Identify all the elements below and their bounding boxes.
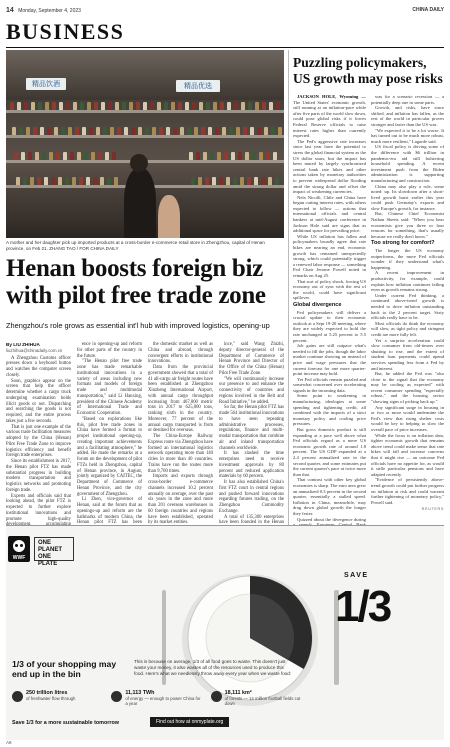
photo-bottle bbox=[219, 177, 223, 185]
paragraph: was for a scenario recession — a potentially deep one in some parts. bbox=[371, 94, 444, 105]
paragraph: Fed policymakers will deliver a crucial update to their economic outlook at a Sept 19-20 meeting, where they are widely expected to hold the rate unchanged at 5.25 percent to 5.5 percent. bbox=[293, 309, 366, 343]
paragraph: Job gains are still outpace what's needed to fill the jobs, though the labor market continue showing an instead of price and wage pressures that the current forecast for one more quarter-point increase may hold. bbox=[293, 343, 366, 377]
photo-bottle bbox=[107, 177, 111, 185]
photo-bottle bbox=[275, 177, 279, 185]
photo-bottle bbox=[23, 177, 27, 185]
photo-bottle bbox=[262, 102, 266, 110]
stat-value: 250 trillion litres bbox=[26, 690, 68, 696]
photo-bottle bbox=[47, 127, 51, 135]
photo-bottle bbox=[194, 127, 198, 135]
page-number: 14 bbox=[6, 6, 14, 14]
photo-bottle bbox=[122, 102, 126, 110]
photo-bottle bbox=[213, 102, 217, 110]
photo-bottle bbox=[108, 102, 112, 110]
paragraph: Quizzed about the divergence during bbox=[297, 516, 366, 522]
paragraph: Experts and officials said that looking ahead, the pilot FTZ is expected to further explore institutional innovations and promote high-quality bbox=[6, 493, 71, 522]
paragraph: Growth, and risks, have since shifted, and inflation has fallen, as the rest of the world in particular proves stronger and faster than the US was. bbox=[371, 105, 444, 127]
paragraph: That sort of policy shock, forcing US economy out of sync with the rest of the world, could have significant spillover. bbox=[293, 278, 366, 301]
photo-bottle bbox=[259, 152, 263, 160]
photo-bottle bbox=[66, 102, 70, 110]
panda-eye-icon bbox=[20, 544, 23, 547]
photo-bottle bbox=[227, 102, 231, 110]
paragraph: "Based on explorations like this, pilot free trade zones in China have formed a format to propel institutional opening-up, creating important achievements and a facilitating atmosphere," he added. He made the remarks at a forum on the development of pilot FTZs held in Zhengzhou, capital of Henan province, in August, jointly organized by CAITEC, the Department of Commerce of Henan Province, and the city government of Zhengzhou. bbox=[77, 416, 142, 497]
main-headline: Henan boosts foreign biz with pilot free trade zone bbox=[6, 255, 266, 309]
photo-bottle bbox=[110, 127, 114, 135]
section-title: BUSINESS bbox=[6, 19, 125, 44]
photo-bottle bbox=[10, 102, 14, 110]
photo-bottle bbox=[273, 152, 277, 160]
photo-bottle bbox=[96, 127, 100, 135]
story-column bbox=[77, 342, 142, 526]
photo-bottle bbox=[243, 127, 247, 135]
photo-bottle bbox=[252, 152, 256, 160]
page-folio bbox=[6, 5, 444, 15]
photo-bottle bbox=[136, 102, 140, 110]
photo-bottle bbox=[87, 102, 91, 110]
photo-bottle bbox=[238, 152, 242, 160]
photo-sign: 精品饮酒 bbox=[26, 78, 66, 90]
photo-bottle bbox=[222, 127, 226, 135]
tree-icon bbox=[211, 691, 222, 702]
ad-stats bbox=[12, 690, 302, 706]
paragraph: Imports and exports through cross-border e-commerce channels increased 10.2 percent annually on average, over the past six years in the zone and more than 201 overseas warehouses in 60 foreign countries and regions have been established, operated by its market entities. bbox=[148, 474, 213, 526]
photo-bottle bbox=[101, 102, 105, 110]
ad-link[interactable]: Find out how at onmyplate.org bbox=[150, 717, 229, 727]
ad-headline: 1/3 of your shopping may end up in the bin bbox=[12, 659, 117, 679]
panda-eye-icon bbox=[15, 544, 18, 547]
page-code: A8 bbox=[6, 740, 12, 745]
photo-bottle bbox=[112, 152, 116, 160]
wwf-logo bbox=[8, 536, 30, 562]
photo-bottle bbox=[26, 127, 30, 135]
paragraph: But gross domestic product is still expanding at a pace well above what Fed officials regard as a mere US economic growth rate of around 1.8 percent. The US GDP expanded at a 2.4 percent annualized rate in the second quarter, and some estimates put the current quarter's pace at twice more than that. bbox=[293, 427, 366, 477]
photo-bottle bbox=[129, 102, 133, 110]
photo-bottle bbox=[152, 127, 156, 135]
paragraph: But, he added the Fed was "also close to the signal that the economy may be cooling as expected" with recent consumer spending "especially robust," and the housing sector "showing signs of picking back up." bbox=[371, 371, 444, 405]
column-divider bbox=[288, 50, 289, 560]
photo-bottle bbox=[77, 152, 81, 160]
photo-bottle bbox=[201, 127, 205, 135]
paragraph: "The Henan pilot free trade zone has made remarkable institutional innovations in a variety of areas including new formats and models of foreign trade and multimodal transportation," said Li Hanxing, president of the Chinese Academy of International Trade and Economic Cooperation. bbox=[77, 359, 142, 416]
paragraph: Nela Nicolli, Chile and China have begun cutting interest rates, with others expected to follow — actions that international officials and central bankers at mid-August conference in Jackson Hole said are signs that as additional space for prevailing price. bbox=[293, 194, 366, 234]
photo-bottle bbox=[51, 177, 55, 185]
issue-date: Monday, September 4, 2023 bbox=[18, 7, 81, 14]
paragraph: While the focus is on inflation data, tighter economic growth that remains above trend could make sense that rate hikes will fall and increase concerns that it might rise — an outcome Fed officials have no appetite for, as would it stifle particular pensions and have adapted recently. bbox=[371, 432, 444, 477]
photo-bottle bbox=[212, 177, 216, 185]
subheading: Global divergence bbox=[293, 301, 342, 308]
photo-bottle bbox=[82, 127, 86, 135]
photo-bottle bbox=[52, 102, 56, 110]
main-subhead: Zhengzhou's role grows as essential int'l hub with improved logistics, opening-up bbox=[6, 321, 270, 330]
photo-bottle bbox=[72, 177, 76, 185]
photo-bottle bbox=[203, 152, 207, 160]
paragraph: "We will continuously increase our presence to and enhance the connectivity of countries and regions involved in the Belt and Road Initiative," he added. bbox=[219, 376, 284, 405]
photo-bottle bbox=[24, 102, 28, 110]
photo-bottle bbox=[261, 177, 265, 185]
section-divider bbox=[6, 47, 444, 48]
paragraph: That is just one example of the various trade facilitation measures adopted by the China (Henan) Pilot Free Trade Zone to improve logistics efficiency and benefit foreign trade enterprises. bbox=[6, 424, 71, 459]
photo-bottle bbox=[180, 127, 184, 135]
photo-bottle bbox=[215, 127, 219, 135]
photo-bottle bbox=[248, 102, 252, 110]
photo-bottle bbox=[226, 177, 230, 185]
photo-bottle bbox=[105, 152, 109, 160]
photo-bottle bbox=[14, 152, 18, 160]
byline: By LIU ZHIHUA bbox=[6, 342, 40, 347]
stat-label: of energy — enough to power China for a year bbox=[125, 696, 201, 706]
photo-bottle bbox=[19, 127, 23, 135]
save-label: SAVE bbox=[344, 572, 369, 579]
paragraph: It has slashed the time enterprises need to receive investment approvals by 80 percent and reduced application materials by 60 percent. bbox=[219, 451, 284, 480]
paragraph: "Evidence of persistently above-trend growth could put further progress on inflation at risk and could warrant further tightening of monetary policy," Powell said. bbox=[371, 477, 444, 505]
paragraph: A total of 135,300 enterprises have been founded in the Henan bbox=[219, 514, 284, 526]
paragraph: Yet a surprise acceleration could slow consumer from old-timers over shutting to rise, and the extent of student loan payments could upend services spending less from a Fed by and interest. bbox=[371, 337, 444, 371]
paper-name: CHINA DAILY bbox=[412, 7, 444, 13]
folio-left bbox=[6, 7, 81, 14]
photo-bottle bbox=[61, 127, 65, 135]
ad-body: This is because on average, 1/3 of all food goes to waste. This doesn't just waste your money, it also wastes all of the resources used to produce this food. Here's what we needlessly throw away every year when we waste food: bbox=[134, 659, 292, 676]
photo-bottle bbox=[192, 102, 196, 110]
photo-bottle bbox=[68, 127, 72, 135]
photo-bottle bbox=[276, 102, 280, 110]
water-drop-icon bbox=[12, 691, 23, 702]
photo-bottle bbox=[245, 152, 249, 160]
photo-bottle bbox=[31, 102, 35, 110]
photo-bottle bbox=[54, 127, 58, 135]
stat-label: of forests — 14 million football fields cut down bbox=[224, 696, 301, 706]
photo-bottle bbox=[199, 102, 203, 110]
photo-bottle bbox=[91, 152, 95, 160]
photo-person-head bbox=[130, 154, 148, 172]
photo-bottle bbox=[257, 127, 261, 135]
paragraph: Data from the provincial government showed that a total of 41 all-cargo air freight routes have been established at Zhengzhou Xinzheng International Airport, with annual cargo throughput increasing from 467,000 metric tons in 2017 to 625,000 tons, ranking sixth in the country. Moreover, 77 percent of the annual cargo transported is from or destined for overseas. bbox=[148, 365, 213, 434]
paragraph: JACKSON HOLE, Wyoming — The United States' economic growth, still running at an inflation-pace while after five parts of the world slow down, could pose global risks if it forces Federal Reserve officials to raise interest rates higher than currently expected. bbox=[293, 94, 366, 139]
photo-bottle bbox=[45, 102, 49, 110]
photo-bottle bbox=[171, 102, 175, 110]
photo-bottle bbox=[33, 127, 37, 135]
photo-bottle bbox=[173, 127, 177, 135]
photo-ceiling bbox=[6, 50, 284, 100]
stat-value: 18,111 km² bbox=[224, 690, 252, 696]
photo-bottle bbox=[42, 152, 46, 160]
paragraph: The Fed's aggressive rate increases since last year have the potential to stress the global financial system as the US dollar soars, but the impact has been muted by largely synchronized central bank rate hikes and other actions taken by monetary authorities to prevent widespread dollar flooding amid the strong dollar and offset the impact of weakening currencies. bbox=[293, 138, 366, 195]
fraction-label: 1/3 bbox=[335, 582, 391, 631]
ad-stat bbox=[111, 690, 202, 706]
lightning-icon bbox=[111, 691, 122, 702]
photo-bottle bbox=[247, 177, 251, 185]
photo-bottle bbox=[59, 102, 63, 110]
photo-bottle bbox=[100, 177, 104, 185]
photo-bottle bbox=[37, 177, 41, 185]
subheading: Too strong for comfort? bbox=[371, 240, 435, 247]
photo-bottle bbox=[224, 152, 228, 160]
photo-bottle bbox=[17, 102, 21, 110]
photo-bottle bbox=[254, 177, 258, 185]
photo-bottle bbox=[268, 177, 272, 185]
photo-bottle bbox=[164, 102, 168, 110]
photo-bottle bbox=[98, 152, 102, 160]
paragraph: So far, the Henan pilot FTZ has made 564 institutional innovations to have seen repeating administrative processes, regulations, finance and multi-modal transportation that combine air and inland transportation channels worldwide. bbox=[219, 405, 284, 451]
paragraph: It has also established China's first FTZ court in central regions and pushed forward innovations regarding futures trading, on the Zhengzhou Commodity Exchange. bbox=[219, 480, 284, 514]
paragraph: That contrast with other key global economies is sharp. The euro area grew an annualized 0.3 percent in the second quarter, essentially a stalled speed. Inflation in China, meanwhile, may drag down global growth the longer they fester. bbox=[293, 477, 366, 516]
paragraph: ence in opening-up and reform for other parts of the country in the future. bbox=[77, 342, 142, 359]
photo-bottle bbox=[79, 177, 83, 185]
paragraph: Since its establishment in 2017, the Henan pilot FTZ has made substantial progress in building modern transportation and logistics networks and promoting foreign trade. bbox=[6, 459, 71, 493]
photo-bottle bbox=[278, 127, 282, 135]
sidebar-column bbox=[293, 94, 366, 554]
photo-bottle bbox=[264, 127, 268, 135]
photo-bottle bbox=[229, 127, 233, 135]
photo-bottle bbox=[49, 152, 53, 160]
paragraph: A recent improvement in productivity, for example, could explain how inflation continues falling even as growth remains strong. bbox=[371, 270, 444, 293]
ad-stat bbox=[12, 690, 103, 706]
photo-bottle bbox=[35, 152, 39, 160]
photo-bottle bbox=[206, 102, 210, 110]
photo-bottle bbox=[30, 177, 34, 185]
photo-caption: A mother and her daughter pick up imported products at a cross-border e-commerce retail store in Zhengzhou, capital of Henan province, on Feb 21. ZHANG TAO / FOR CHINA DAILY bbox=[6, 240, 265, 251]
photo-bottle bbox=[12, 127, 16, 135]
photo-bottle bbox=[159, 127, 163, 135]
paragraph: Li Zhen, vice-governor of Henan, said at the forum that as openings-up and reform are the hallmarks of modern China, the Henan pilot FTZ has been bbox=[77, 497, 142, 526]
photo-bottle bbox=[266, 152, 270, 160]
photo-bottle bbox=[75, 127, 79, 135]
paragraph: "We expected it to be a lot worse. It has turned out to be much more robust, much more resilient," Lagarde said. bbox=[371, 127, 444, 144]
campaign-line: ONE PLATE bbox=[38, 554, 58, 567]
photo-bottle bbox=[196, 152, 200, 160]
photo-shelf bbox=[6, 135, 284, 138]
photo-bottle bbox=[187, 127, 191, 135]
paragraph: Yet Fed officials remain puzzled and somewhat concerned over accelerating signals in the incoming data. bbox=[293, 376, 366, 393]
photo-bottle bbox=[28, 152, 32, 160]
photo-bottle bbox=[220, 102, 224, 110]
photo-bottle bbox=[250, 127, 254, 135]
photo-bottle bbox=[94, 102, 98, 110]
sidebar-headline: Puzzling policymakers, US growth may pose risks bbox=[293, 55, 443, 86]
stat-value: 11,113 TWh bbox=[125, 690, 155, 696]
photo-bottle bbox=[234, 102, 238, 110]
photo-person-child bbox=[158, 195, 180, 238]
paragraph: China may also play a role, some noted: up. Its slowdown after a short-lived growth burst earlier this year could push Germany's exports and slow Europe's growth, for instance. bbox=[371, 183, 444, 211]
photo-bottle bbox=[150, 102, 154, 110]
photo-bottle bbox=[166, 127, 170, 135]
paragraph: Under current Fed thinking, a continued above-trend growth is needed to drive inflation outstanding back to the 2 percent target. Sixty officials really have to be. bbox=[371, 292, 444, 321]
photo-bottle bbox=[114, 177, 118, 185]
photo-bottle bbox=[191, 177, 195, 185]
paragraph: US fiscal policy is driving some of the difference with $6 trillion in pandemic-era aid still bolstering household spending. A recent investment push from the Biden administration is supporting manufacturing and construction. bbox=[371, 144, 444, 183]
photo-bottle bbox=[58, 177, 62, 185]
photo-bottle bbox=[131, 127, 135, 135]
photo-bottle bbox=[86, 177, 90, 185]
photo-bottle bbox=[124, 127, 128, 135]
photo-bottle bbox=[255, 102, 259, 110]
paragraph: A Zhengzhou Customs officer presses down a keyboard button and watches the computer screen closely. bbox=[6, 355, 71, 378]
photo-bottle bbox=[143, 102, 147, 110]
photo-bottle bbox=[240, 177, 244, 185]
photo-bottle bbox=[117, 127, 121, 135]
photo-bottle bbox=[40, 127, 44, 135]
photo-bottle bbox=[115, 102, 119, 110]
photo-bottle bbox=[189, 152, 193, 160]
story-column bbox=[219, 342, 284, 526]
photo-bottle bbox=[138, 127, 142, 135]
paragraph: Any significant surge in housing in or two or more would undermine the Fed's view that rising shelter costs would be key to helping to slow the overall pace of price increases. bbox=[371, 404, 444, 433]
photo-bottle bbox=[44, 177, 48, 185]
photo-bottle bbox=[198, 177, 202, 185]
photo-bottle bbox=[185, 102, 189, 110]
paragraph: Some point to weakening in manufacturing, ideologies at some spending and tightening credit, all combined with the impacts of a strict monetary policy and cooling price pressures. bbox=[293, 393, 366, 427]
ad-tagline: Save 1/3 for a more sustainable tomorrow bbox=[12, 720, 119, 726]
photo-bottle bbox=[271, 127, 275, 135]
photo-bottle bbox=[103, 127, 107, 135]
photo-bottle bbox=[89, 127, 93, 135]
story-column bbox=[6, 342, 71, 522]
dateline: JACKSON HOLE, Wyoming — bbox=[297, 94, 366, 99]
ad-stat bbox=[211, 690, 302, 706]
photo-bottle bbox=[210, 152, 214, 160]
paragraph: Most officials do think the economy will slow, as tight policy and stringent credit are more fully felt. bbox=[371, 320, 444, 337]
paragraph: Soon, graphics appear on the screen that help the officer determine whether a cargo truck undergoing examination holds illicit goods or not. Dispatching and searching the goods is not required, and the entire process takes just a few seconds. bbox=[6, 378, 71, 424]
photo-bottle bbox=[157, 102, 161, 110]
paragraph: But, Chinese Chief Economist Nathan Sheets said: "When you hear economists give you three or four reasons for something, that's usually because we really don't know." bbox=[371, 211, 444, 239]
paragraph: the domestic market as well as China and abroad, through convergent efforts in institutional innovations. bbox=[148, 342, 213, 365]
photo-bottle bbox=[205, 177, 209, 185]
stat-label: of freshwater flow through bbox=[26, 696, 76, 701]
main-story-body bbox=[6, 342, 284, 526]
author-email: liuzhihua@chinadaily.com.cn bbox=[6, 347, 63, 353]
photo-bottle bbox=[145, 127, 149, 135]
paragraph: The longer the US economy outperforms, the more Fed officials wonder if they understand what's happening. bbox=[371, 248, 444, 270]
sidebar-column bbox=[371, 94, 444, 554]
story-column bbox=[148, 342, 213, 526]
lead-photo bbox=[6, 50, 284, 238]
photo-bottle bbox=[65, 177, 69, 185]
campaign-line: ONE PLANET bbox=[38, 540, 62, 553]
paragraph: The China-Europe Railway Express route via Zhengzhou have formed an international logistics network operating more than 140 cities in more than 40 countries. Trains have run the routes more than 9,700 times. bbox=[148, 434, 213, 474]
photo-bottle bbox=[241, 102, 245, 110]
photo-bottle bbox=[73, 102, 77, 110]
photo-bottle bbox=[16, 177, 20, 185]
photo-bottle bbox=[80, 102, 84, 110]
photo-bottle bbox=[93, 177, 97, 185]
photo-bottle bbox=[231, 152, 235, 160]
wwf-wordmark: WWF bbox=[12, 555, 26, 561]
photo-bottle bbox=[236, 127, 240, 135]
photo-bottle bbox=[21, 152, 25, 160]
paragraph: While US inflation has fallen and policymakers broadly agree that rate hikes are nearing an end, economic growth has remained unexpectedly strong, which could potentially trigger a renewed labor response — something Fed Chair Jerome Powell noted in remarks on Aug 25. bbox=[293, 233, 366, 278]
photo-bottle bbox=[208, 127, 212, 135]
photo-bottle bbox=[63, 152, 67, 160]
sidebar-story-body bbox=[293, 94, 444, 554]
photo-bottle bbox=[38, 102, 42, 110]
photo-person-mother bbox=[124, 168, 156, 238]
one-planet-logo bbox=[34, 537, 74, 567]
paragraph: ince," said Wang Zhizhi, deputy director-general of the Department of Commerce of Henan Province and Director of the Office of the China (Henan) Pilot Free Trade Zone. bbox=[219, 342, 284, 376]
photo-bottle bbox=[217, 152, 221, 160]
photo-bottle bbox=[269, 102, 273, 110]
photo-bottle bbox=[233, 177, 237, 185]
photo-sign: 精品优选 bbox=[176, 80, 220, 92]
photo-bottle bbox=[70, 152, 74, 160]
photo-shelf bbox=[6, 110, 284, 113]
photo-bottle bbox=[84, 152, 88, 160]
wire-credit: REUTERS bbox=[421, 507, 444, 512]
photo-bottle bbox=[178, 102, 182, 110]
plate-illustration bbox=[150, 560, 350, 710]
photo-bottle bbox=[56, 152, 60, 160]
